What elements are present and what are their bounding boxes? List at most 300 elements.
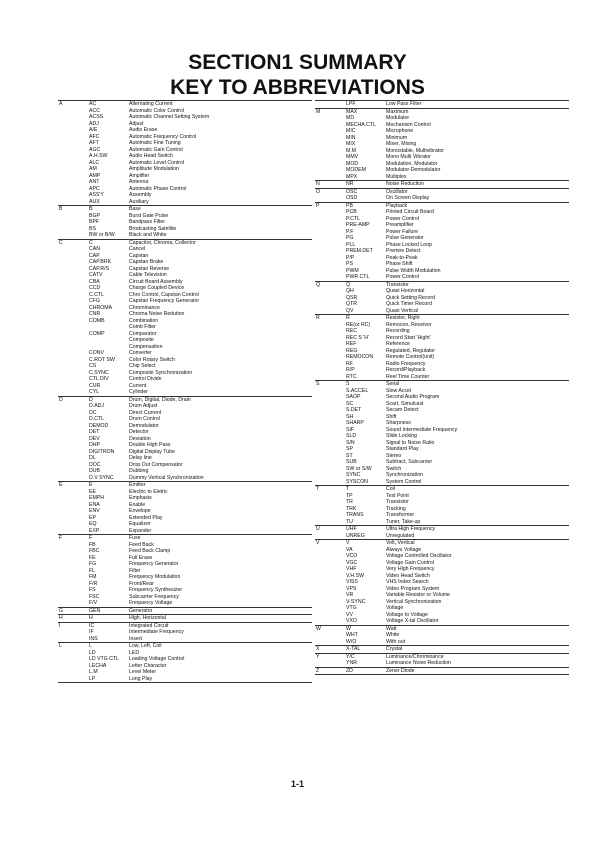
abbreviation: OSC	[346, 188, 358, 195]
abbreviation-row	[58, 608, 312, 615]
abbreviation: MMV	[346, 154, 359, 160]
abbreviation: LD VTG CTL	[89, 656, 119, 662]
abbreviation: PREM.DET	[346, 248, 373, 254]
abbreviation: EMPH	[89, 495, 104, 501]
abbreviation: YNR	[346, 660, 357, 666]
definition: Digital Display Tube	[129, 448, 175, 455]
abbreviation-row	[58, 636, 312, 643]
definition: Volt, Vertical	[386, 540, 415, 546]
definition: Integrated Circuit	[129, 622, 169, 629]
definition: Variable Resistor or Volume	[386, 592, 450, 598]
abbreviation-row	[58, 600, 312, 607]
abbreviation: Q	[346, 281, 351, 288]
abbreviation: SHARP	[346, 420, 364, 426]
group-letter: R	[316, 315, 320, 321]
group-letter: H	[59, 615, 63, 621]
abbreviation: RE(or RC)	[346, 321, 371, 328]
abbreviation: MIC	[346, 128, 356, 134]
abbreviation: ST	[346, 452, 353, 459]
definition: Enable	[129, 501, 146, 508]
definition: Voltage Gain Control	[386, 559, 434, 566]
abbreviation: MIX	[346, 141, 356, 147]
definition: Maximum	[386, 108, 409, 115]
abbreviation-row	[315, 374, 569, 381]
definition: Capacitor, Chroma, Collector	[129, 239, 196, 246]
abbreviation: TP	[346, 492, 353, 499]
definition: Power Failure	[386, 228, 419, 235]
definition: Phase Locked Loop	[386, 241, 432, 248]
abbreviation: D.CTL	[89, 416, 104, 422]
abbreviation: QH	[346, 288, 354, 294]
definition: Drum Adjust	[129, 403, 158, 409]
definition: Serial	[386, 381, 400, 387]
abbreviation: MAX	[346, 108, 358, 115]
definition: Power Control	[386, 215, 419, 222]
abbreviation: V	[346, 540, 350, 546]
group-letter: S	[316, 381, 320, 387]
abbreviation: ZD	[346, 667, 353, 674]
abbreviation: S.DET	[346, 407, 362, 413]
abbreviation: CAP.R/S	[89, 265, 110, 272]
definition: Current	[129, 382, 147, 389]
letter-group	[315, 109, 569, 182]
definition: Generator	[129, 607, 153, 614]
abbreviation-row	[58, 199, 312, 206]
abbreviation: INS	[89, 635, 98, 642]
abbreviation: CUR	[89, 382, 101, 389]
abbreviation: CCD	[89, 285, 101, 291]
abbreviation: TRK	[346, 505, 357, 512]
abbreviation: L.M	[89, 669, 98, 675]
definition: Radio Frequency	[386, 360, 426, 367]
abbreviation: M.M	[346, 147, 357, 154]
definition: Chro Control, Capstan Control	[129, 291, 199, 298]
abbreviation-column-right	[315, 100, 569, 675]
definition: Composite	[129, 337, 154, 343]
abbreviation: EP	[89, 514, 96, 521]
abbreviation-row	[315, 308, 569, 315]
abbreviation-row	[315, 618, 569, 625]
abbreviation: AGC	[89, 146, 101, 153]
abbreviation: PLL	[346, 241, 356, 248]
definition: Oscillator	[386, 188, 408, 195]
abbreviation: REG	[346, 347, 358, 354]
definition: Automatic Frequency Control	[129, 133, 197, 140]
definition: Microphone	[386, 128, 414, 134]
definition: Direct Current	[129, 409, 162, 416]
abbreviation: VCO	[346, 553, 358, 559]
definition: Scart, Simulcast	[386, 400, 424, 407]
letter-group	[58, 608, 312, 616]
abbreviation: T	[346, 486, 350, 492]
abbreviation: BPF	[89, 219, 100, 225]
definition: Shift	[386, 413, 397, 420]
abbreviation: REF	[346, 341, 357, 347]
abbreviation: SYNC	[346, 472, 361, 478]
abbreviation: SP	[346, 446, 353, 452]
abbreviation: SIF	[346, 426, 355, 433]
abbreviation: RF	[346, 360, 353, 367]
abbreviation: CAN	[89, 246, 100, 252]
letter-group	[58, 482, 312, 535]
definition: Detector	[129, 429, 149, 435]
definition: Drop Out Compensator	[129, 461, 183, 468]
section-title: SECTION1 SUMMARY	[188, 51, 407, 74]
abbreviation: CATV	[89, 272, 103, 278]
abbreviation: LD	[89, 649, 96, 656]
definition: Slow Accel	[386, 387, 412, 394]
abbreviation: SUB	[346, 459, 357, 465]
definition: Voltage to Voltage	[386, 611, 428, 618]
abbreviation: UNREG	[346, 532, 365, 539]
abbreviation: REC	[346, 328, 357, 334]
definition: Low Pass Filter	[386, 101, 422, 107]
group-letter: A	[59, 101, 63, 107]
abbreviation: LECHA	[89, 662, 107, 669]
definition: Compensation	[129, 343, 163, 350]
abbreviation: UHF	[346, 526, 357, 532]
definition: Tracking	[386, 505, 406, 512]
abbreviation: DL	[89, 455, 96, 461]
abbreviation: FS	[89, 587, 96, 593]
definition: Video Program System	[386, 585, 440, 592]
definition: Playback	[386, 202, 408, 209]
abbreviation: ASS'Y	[89, 192, 104, 198]
abbreviation: MODEM	[346, 167, 366, 173]
definition: Record Start 'Hight'	[386, 334, 431, 341]
abbreviation: FL	[89, 567, 96, 574]
definition: Coil	[386, 486, 395, 492]
definition: Circuit Board Assembly	[129, 278, 183, 285]
abbreviation: DET	[89, 429, 100, 435]
definition: Demodulator	[129, 422, 159, 429]
abbreviation: R	[346, 315, 350, 321]
abbreviation: VGC	[346, 559, 358, 566]
definition: Reel Time Counter	[386, 373, 430, 380]
abbreviation-row	[315, 519, 569, 526]
definition: Modulator-Demodulator	[386, 167, 441, 173]
definition: Converter	[129, 350, 152, 356]
definition: Crystal	[386, 646, 403, 652]
abbreviation: FE	[89, 554, 96, 561]
abbreviation-row	[315, 274, 569, 281]
abbreviation: A.H.SW	[89, 153, 108, 159]
definition: Low, Left, Coil	[129, 643, 162, 649]
abbreviation: OSD	[346, 195, 358, 201]
definition: VHS Index Search	[386, 579, 429, 585]
definition: Comparator	[129, 330, 157, 337]
definition: Printed Circuit Board	[386, 209, 434, 215]
abbreviation: GEN	[89, 607, 101, 614]
abbreviation: PRE-AMP	[346, 222, 370, 228]
group-letter: X	[316, 646, 320, 652]
letter-group	[58, 535, 312, 608]
abbreviation: CFG	[89, 298, 100, 304]
definition: Secam Detect	[386, 407, 419, 413]
abbreviation: PG	[346, 235, 354, 241]
abbreviation: SW or S/W	[346, 465, 372, 472]
group-letter: Q	[316, 281, 321, 288]
abbreviation: ALC	[89, 159, 100, 166]
definition: Amplitude Modulation	[129, 166, 179, 172]
group-letter: W	[316, 625, 321, 632]
abbreviation: PWR CTL	[346, 274, 370, 280]
abbreviation: VV	[346, 611, 353, 618]
definition: Automatic Color Control	[129, 107, 185, 114]
group-letter: U	[316, 526, 320, 532]
letter-group	[315, 646, 569, 654]
abbreviation: VR	[346, 592, 354, 598]
abbreviation-row	[58, 389, 312, 396]
abbreviation: A/E	[89, 127, 98, 133]
letter-group	[58, 206, 312, 240]
letter-group	[315, 189, 569, 203]
abbreviation: C.SYNC	[89, 369, 109, 376]
definition: Front/Rear	[129, 580, 154, 587]
definition: Double High Pass	[129, 442, 171, 448]
abbreviation: TU	[346, 518, 353, 525]
definition: Color Rotary Switch	[129, 356, 175, 363]
section-subtitle: KEY TO ABBREVIATIONS	[170, 76, 425, 99]
definition: Automatic Level Control	[129, 159, 185, 166]
abbreviation-row	[58, 475, 312, 482]
abbreviation: AFT	[89, 140, 99, 146]
letter-group	[58, 397, 312, 483]
definition: Subtract, Subcarrier	[386, 459, 433, 465]
definition: Cancel	[129, 246, 146, 252]
abbreviation: TRANS	[346, 512, 364, 518]
definition: Voltage Controlled Oscillator	[386, 553, 452, 559]
definition: Filter	[129, 567, 141, 574]
definition: Frequency Generator	[129, 561, 179, 567]
definition: Audio Head Switch	[129, 153, 173, 159]
letter-group	[58, 240, 312, 397]
group-letter: O	[316, 188, 321, 195]
definition: Full Erase	[129, 554, 153, 561]
abbreviation: PCB	[346, 209, 357, 215]
letter-group	[315, 540, 569, 626]
definition: Sound Intermediate Frequency	[386, 426, 458, 433]
abbreviation: REC S 'H'	[346, 334, 370, 341]
abbreviation: ENA	[89, 501, 100, 508]
abbreviation: RTC	[346, 373, 357, 380]
abbreviation-row	[58, 232, 312, 239]
definition: Voltage	[386, 605, 404, 611]
abbreviation: LP	[89, 675, 96, 682]
definition: Cylinder	[129, 389, 149, 395]
abbreviation: DOC	[89, 461, 101, 468]
abbreviation: MOD	[346, 160, 359, 167]
abbreviation: FBC	[89, 548, 100, 554]
abbreviation: P/P	[346, 254, 355, 261]
definition: System Control	[386, 478, 422, 485]
letter-group	[315, 181, 569, 189]
definition: Peak-to-Peak	[386, 254, 418, 261]
group-letter: L	[59, 643, 62, 649]
group-letter: P	[316, 202, 320, 209]
definition: Transistor	[386, 499, 409, 505]
abbreviation: P.CTL	[346, 215, 361, 222]
abbreviation: BGP	[89, 212, 100, 219]
abbreviation: EXP	[89, 527, 100, 534]
definition: Emitter	[129, 482, 146, 488]
definition: Long Play	[129, 675, 153, 682]
group-letter: G	[59, 607, 64, 614]
abbreviation: VHF	[346, 566, 357, 572]
abbreviation: FB	[89, 541, 96, 548]
definition: Remocon, Receiver	[386, 321, 432, 328]
abbreviation: PWM	[346, 267, 359, 274]
definition: Comb Filter	[129, 324, 156, 330]
definition: Delay line	[129, 455, 152, 461]
abbreviation: CBA	[89, 278, 100, 285]
definition: Chroma Noise Redution	[129, 311, 185, 317]
definition: Equalizer	[129, 521, 151, 527]
abbreviation: S.ACCEL	[346, 387, 369, 394]
definition: Insert	[129, 635, 142, 642]
definition: Resistor, Right	[386, 315, 420, 321]
definition: Combination	[129, 317, 159, 324]
definition: Voltage X-tal Oscillator	[386, 618, 439, 624]
letter-group	[315, 526, 569, 540]
abbreviation: C	[89, 239, 93, 246]
abbreviation: WHT	[346, 632, 358, 638]
definition: Signal to Noise Ratio	[386, 439, 435, 446]
abbreviation: CONV	[89, 350, 104, 356]
definition: Antenna	[129, 179, 149, 185]
abbreviation: MPX	[346, 173, 358, 180]
definition: Regulated, Regulator	[386, 347, 436, 354]
definition: Monostable, Multivibrator	[386, 147, 444, 154]
abbreviation-row	[315, 646, 569, 653]
abbreviation: TR	[346, 499, 353, 505]
abbreviation: C.ROT SW	[89, 356, 115, 363]
abbreviation: FM	[89, 574, 97, 580]
abbreviation: IF	[89, 629, 94, 635]
letter-group	[315, 626, 569, 647]
definition: Pulse Width Modulation	[386, 267, 441, 274]
definition: Automatic Gain Control	[129, 146, 183, 153]
abbreviation-row	[58, 528, 312, 535]
abbreviation: VXO	[346, 618, 357, 624]
group-letter: F	[59, 535, 63, 541]
definition: Control Divide	[129, 376, 162, 382]
abbreviation-row	[315, 639, 569, 646]
definition: Zener Diode	[386, 667, 415, 674]
definition: Watt	[386, 625, 397, 632]
abbreviation: F	[89, 535, 93, 541]
definition: Frequency Voltage	[129, 600, 173, 606]
abbreviation: DEV	[89, 435, 100, 442]
abbreviation: X-TAL	[346, 646, 361, 652]
abbreviation: CHROMA	[89, 304, 113, 311]
definition: Extended Play	[129, 514, 163, 521]
letter-group	[315, 100, 569, 109]
abbreviation: NR	[346, 181, 354, 187]
definition: High, Horizontal	[129, 615, 166, 621]
abbreviation: L	[89, 643, 92, 649]
definition: Alternating Current	[129, 101, 173, 107]
definition: Capstan Brake	[129, 259, 164, 265]
abbreviation-row	[315, 668, 569, 675]
abbreviation: Y/C	[346, 653, 355, 660]
abbreviation: F/V	[89, 600, 98, 606]
letter-group	[58, 623, 312, 644]
abbreviation-column-left	[58, 100, 312, 683]
abbreviation: AM	[89, 166, 97, 172]
definition: Fuse	[129, 535, 141, 541]
abbreviation: DIGITRON	[89, 448, 115, 455]
definition: Switch	[386, 465, 402, 472]
definition: Drum, Digital, Diode, Drain	[129, 396, 191, 403]
abbreviation: LPF	[346, 101, 356, 107]
definition: White	[386, 632, 400, 638]
abbreviation: W/O	[346, 638, 357, 645]
abbreviation: R/P	[346, 367, 355, 373]
definition: Transistor	[386, 281, 409, 288]
abbreviation-row	[315, 660, 569, 667]
group-letter: B	[59, 206, 63, 212]
abbreviation: CS	[89, 363, 97, 369]
abbreviation: ACC	[89, 107, 100, 114]
definition: Premire Detect	[386, 248, 421, 254]
definition: Burst Gate Pulse	[129, 212, 169, 219]
abbreviation: BS	[89, 225, 96, 232]
abbreviation: AUX	[89, 198, 100, 205]
definition: Mixer, Mixing	[386, 141, 417, 147]
definition: Capstan	[129, 252, 149, 259]
abbreviation: V.H.SW	[346, 572, 364, 579]
definition: Stereo	[386, 452, 402, 459]
abbreviation: CAP.BRK	[89, 259, 112, 265]
letter-group	[315, 282, 569, 316]
abbreviation: QV	[346, 307, 354, 314]
definition: Tuner, Take-up	[386, 518, 421, 525]
definition: Standard Play	[386, 446, 419, 452]
definition: Capstan Reverse	[129, 265, 170, 272]
page-number: 1-1	[290, 779, 304, 789]
abbreviation: CYL	[89, 389, 100, 395]
group-letter: M	[316, 108, 321, 115]
abbreviation: VA	[346, 546, 353, 553]
definition: Black and White	[129, 232, 167, 238]
abbreviation: EE	[89, 488, 96, 495]
abbreviation: D.ADJ	[89, 403, 104, 409]
definition: Preamplifier	[386, 222, 414, 228]
group-letter: C	[59, 239, 63, 246]
abbreviation: C.CTL	[89, 291, 104, 298]
group-letter: Z	[316, 667, 320, 674]
definition: Quasi Horizontal	[386, 288, 425, 294]
definition: Adjust	[129, 120, 144, 127]
definition: Luminance/Chrominance	[386, 653, 444, 660]
definition: Synchronization	[386, 472, 423, 478]
letter-group	[58, 643, 312, 683]
abbreviation: SYSCON	[346, 478, 368, 485]
definition: Quasi Vertical	[386, 307, 419, 314]
definition: Brodcasting Satellite	[129, 225, 177, 232]
abbreviation: D	[89, 396, 93, 403]
abbreviation: CAP	[89, 252, 100, 259]
letter-group	[315, 668, 569, 676]
definition: Mechanism Control	[386, 121, 431, 128]
definition: Letter Character	[129, 662, 167, 669]
abbreviation: D.V SYNC	[89, 474, 114, 481]
definition: Multiplex	[386, 173, 407, 180]
abbreviation-row	[58, 615, 312, 622]
letter-group	[315, 381, 569, 486]
definition: Second Audio Program	[386, 394, 440, 400]
